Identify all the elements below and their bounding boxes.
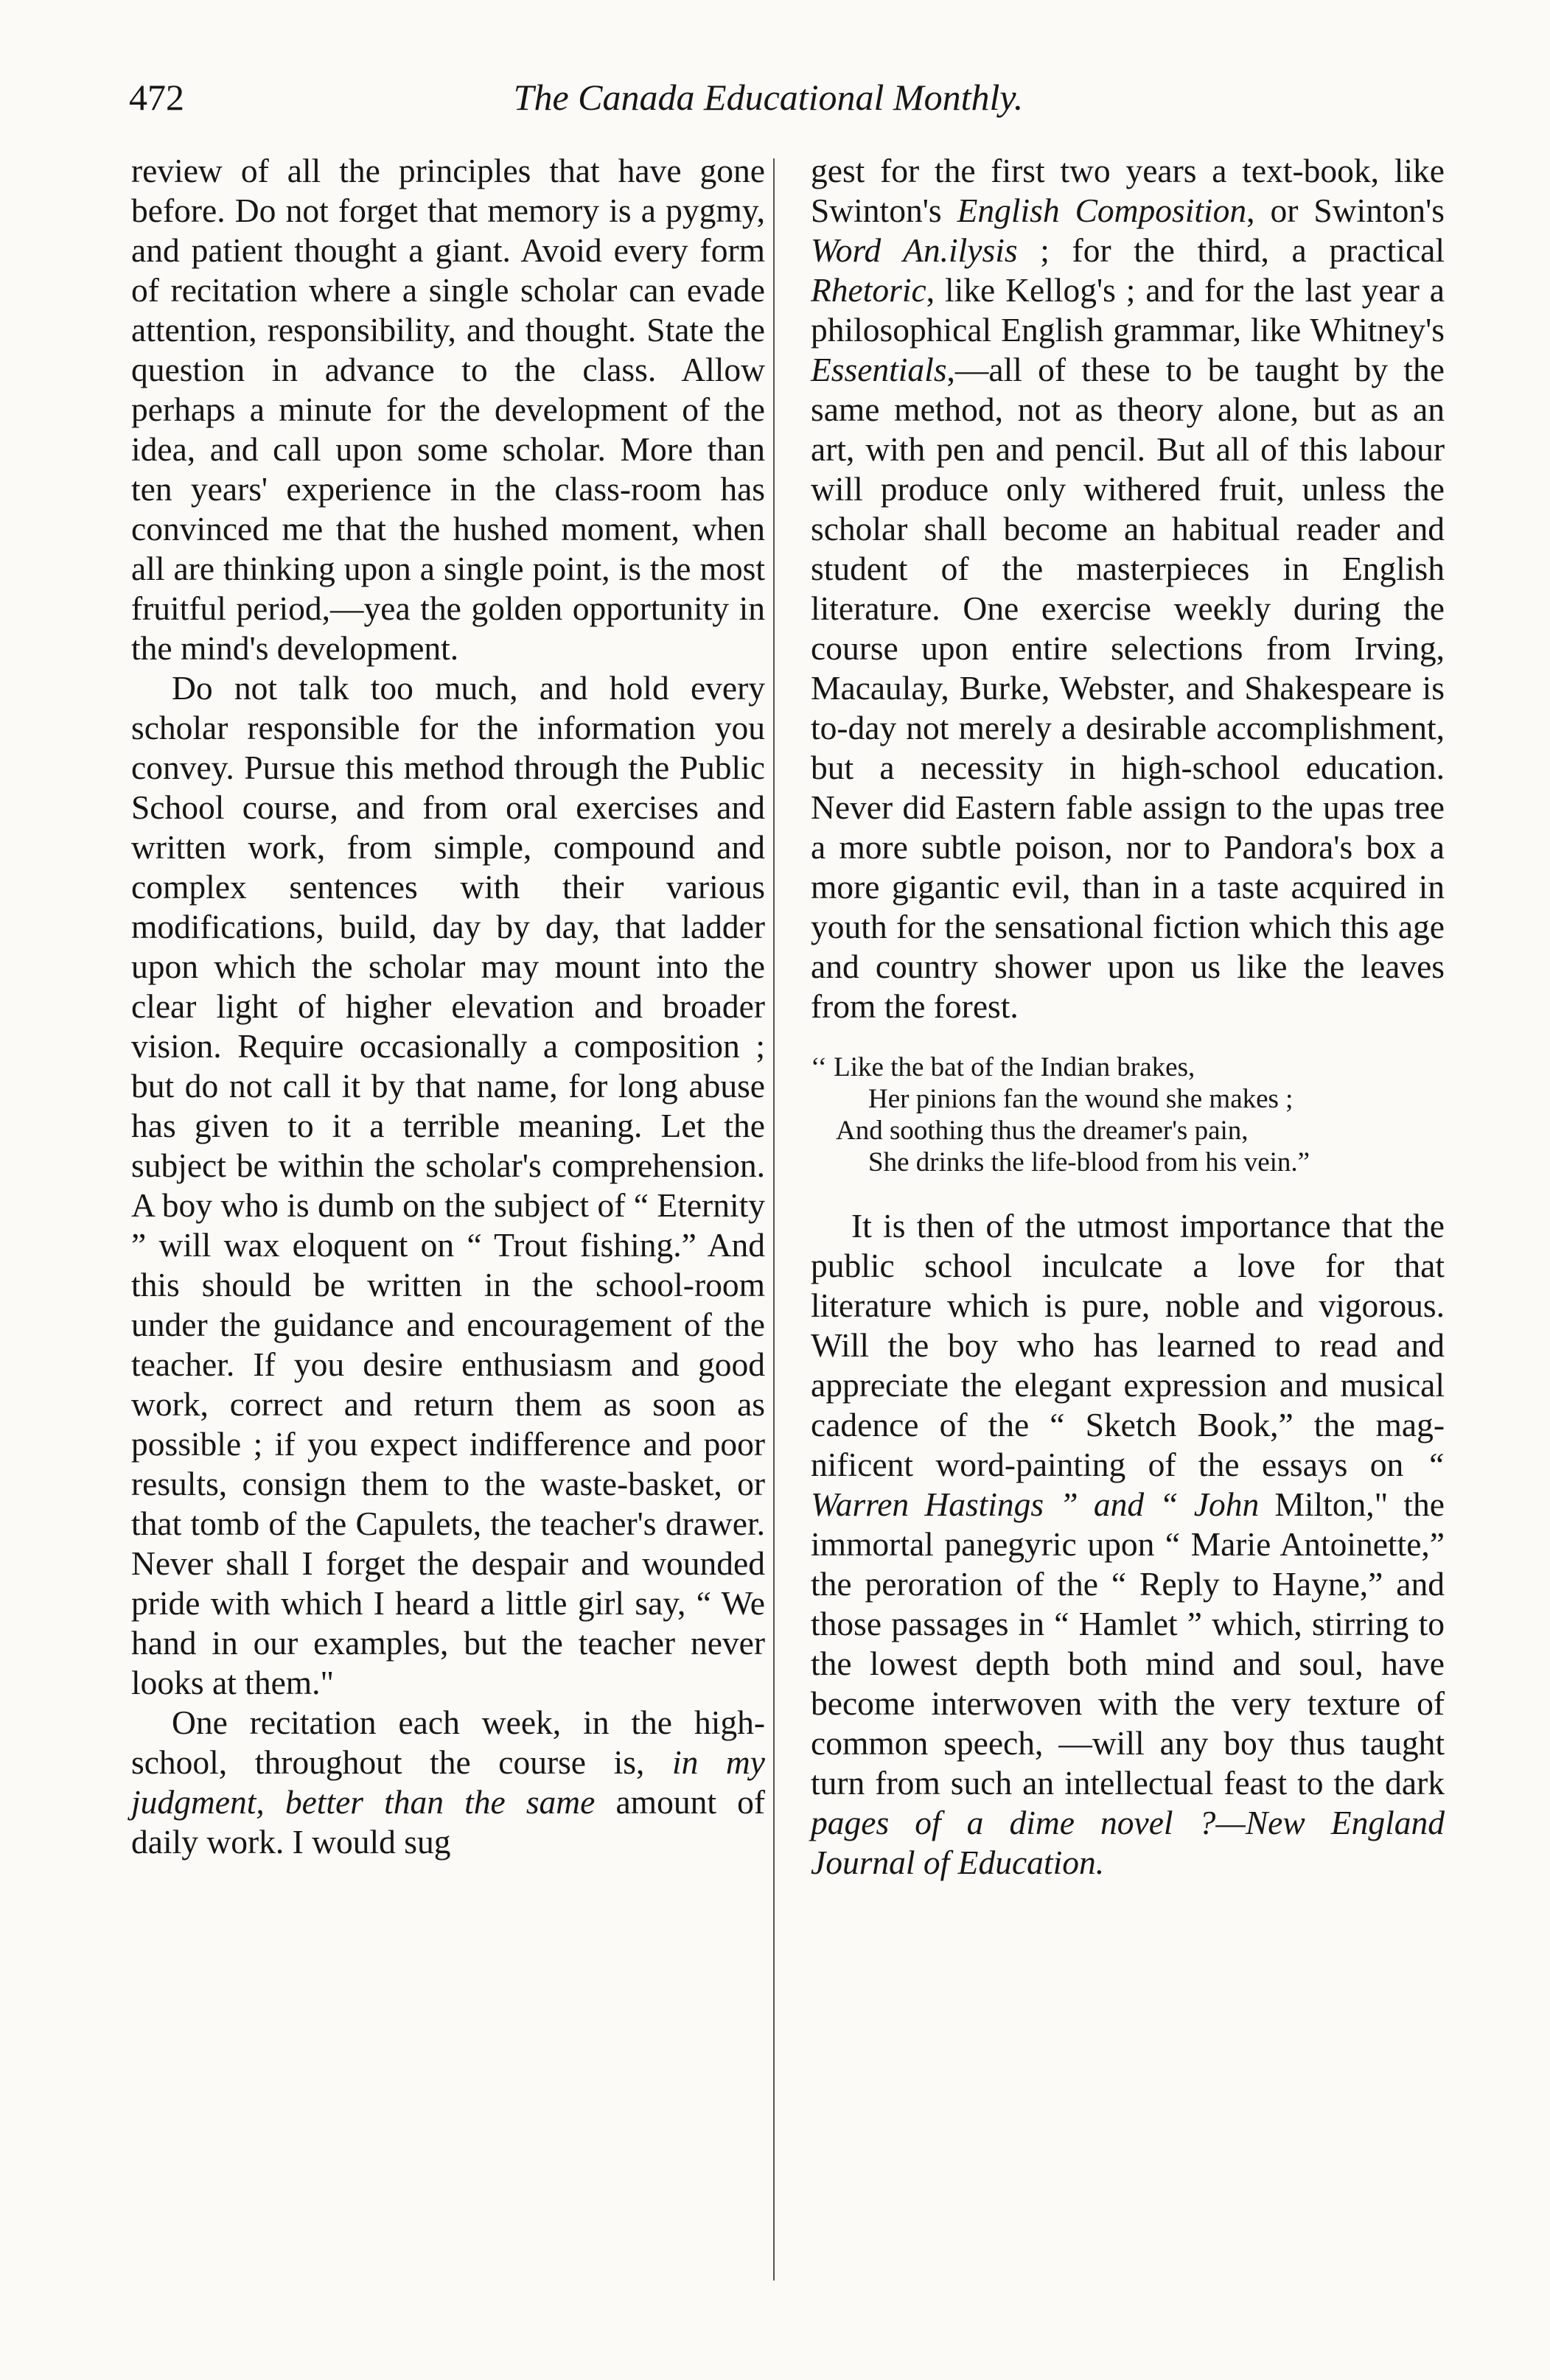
source-citation: —New England Journal of Education.: [811, 1804, 1445, 1881]
book-title: Rhetoric: [811, 271, 926, 309]
paragraph: [131, 1703, 765, 1862]
verse-line: And soothing thus the dreamer's pain,: [836, 1116, 1249, 1146]
paragraph: [811, 151, 1445, 1026]
text-run: Milton," the immortal panegyric upon “ Marie Antoinette,” the peroration of the “ Reply to Hayne,” and those passages in “ Hamlet ” which, stirring to the lowest depth both mind and soul, have become interwoven with the very texture of common speech, —will any boy thus taught turn from such an intellectual feast to the dark: [811, 1485, 1445, 1802]
column-rule: [773, 158, 775, 2281]
paragraph: [811, 1206, 1445, 1883]
text-run: , like Kellog's ; and for the last year a philosophical English grammar, like Whitney's: [811, 271, 1445, 349]
text-run: amount of daily work. I would sug: [131, 1783, 765, 1861]
right-column: [811, 151, 1445, 1883]
book-title: Word An.ilysis: [811, 231, 1018, 269]
running-title: The Canada Educational Monthly.: [513, 77, 1024, 118]
book-title: Essentials: [811, 351, 947, 388]
italic-text-run: pages of a dime novel ?: [811, 1804, 1216, 1841]
page-number: 472: [129, 77, 184, 118]
paragraph: review of all the principles that have gone before. Do not forget that memory is a pygmy, and patient thought a giant. Avoid every form of recitation where a single scholar can evade attention, responsibility, and thought. State the question in advance to the class. Allow perhaps a minute for the development of the idea, and call upon some scholar. More than ten years' experience in the class-room has convinced me that the hushed moment, when all are thinking upon a single point, is the most fruitful period,—yea the golden opportunity in the mind's development.: [131, 152, 765, 667]
page-header: [129, 68, 1408, 127]
text-run: ,—all of these to be taught by the same method, not as theory alone, but as an art, with pen and pencil. But all of this labour will produce only withered fruit, unless the scholar shall become an habitual reader and student of the masterpieces in English literature. One exercise weekly during the course upon entire selections from Irving, Macaulay, Burke, Webster, and Shakespeare is to-day not merely a desirable accomplishment, but a necessity in high-school education. Never did Eastern fable assign to the upas tree a more subtle poison, nor to Pandora's box a more gigantic evil, than in a taste acquired in youth for the sensational fiction which this age and country shower upon us like the leaves from the forest.: [811, 351, 1445, 1025]
text-run: gest for the first two years a text-book, like Swinton's: [811, 152, 1445, 229]
italic-text-run: in my judgment, better than the same: [131, 1743, 765, 1821]
verse-line: ‘‘ Like the bat of the Indian brakes,: [811, 1052, 1195, 1082]
left-column: [131, 151, 765, 1862]
text-run: It is then of the utmost importance that the public school inculcate a love for that literature which is pure, noble and vigorous. Will the boy who has learned to read and appreciate the elegant expression and musical cadence of the “ Sketch Book,” the magnificent word-painting of the essays on: [811, 1207, 1445, 1483]
verse-line: Her pinions fan the wound she makes ;: [868, 1084, 1294, 1114]
italic-text-run: “ Warren Hastings ” and “ John: [811, 1446, 1445, 1523]
text-run: , or Swinton's: [1246, 192, 1445, 229]
text-run: One recitation each week, in the high-school, throughout the course is,: [131, 1704, 765, 1781]
verse-line: She drinks the life-blood from his vein.”: [868, 1147, 1310, 1177]
book-title: English Composition: [957, 192, 1247, 229]
text-run: ; for the third, a practical: [1017, 231, 1445, 269]
verse-quote: [811, 1051, 1445, 1178]
paragraph: Do not talk too much, and hold every scholar responsible for the information you convey. Pursue this method through the Public School course, and from oral exercises and written work, from simple, compound and complex sentences with their various modifications, build, day by day, that ladder upon which the scholar may mount into the clear light of higher elevation and broader vision. Require occasionally a composition ; but do not call it by that name, for long abuse has given to it a terrible meaning. Let the subject be within the scholar's comprehension. A boy who is dumb on the subject of “ Eternity ” will wax eloquent on “ Trout fishing.” And this should be written in the school-room under the guidance and encouragement of the teacher. If you desire enthusiasm and good work, correct and return them as soon as possible ; if you expect indifference and poor results, consign them to the waste-basket, or that tomb of the Capulets, the teacher's drawer. Never shall I forget the despair and wounded pride with which I heard a little girl say, “ We hand in our examples, but the teacher never looks at them.": [131, 669, 765, 1701]
